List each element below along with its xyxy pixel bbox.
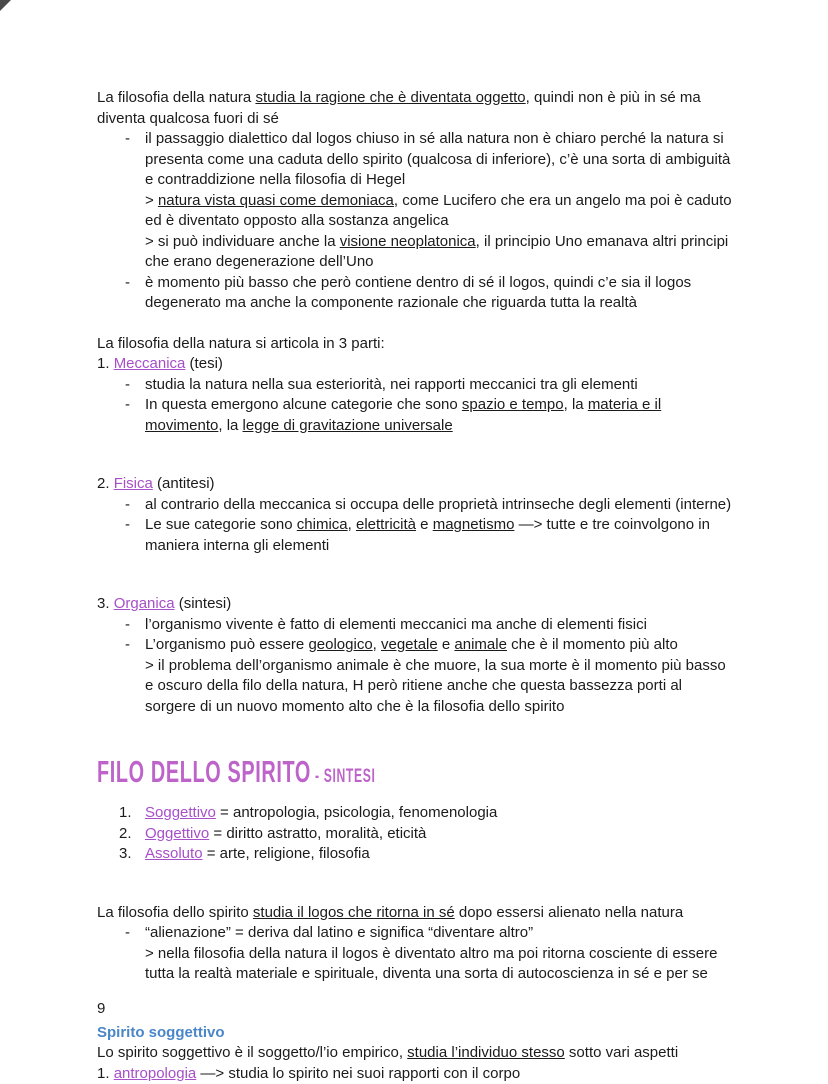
paragraph [97,334,737,355]
list-item-text [145,515,737,556]
document-section [97,755,737,865]
underlined-text: geologico [308,636,372,653]
text-run: che è il momento più alto [507,636,678,653]
doc-link[interactable]: Meccanica [114,355,186,372]
document-section [97,594,737,717]
underlined-text: spazio e tempo [462,396,564,413]
dash-marker: - [125,273,145,314]
list-item-dash [97,635,737,656]
text-run: 1. [97,355,114,372]
dash-marker: - [125,635,145,656]
list-item-text [145,923,737,944]
underlined-text: natura vista quasi come demoniaca [158,192,394,209]
section-heading [97,755,737,795]
dash-marker: - [125,129,145,191]
dash-marker: - [125,923,145,944]
dash-marker: - [125,515,145,556]
text-run: Le sue categorie sono [145,516,297,533]
doc-link[interactable]: Fisica [114,475,153,492]
text-run: (tesi) [185,355,223,372]
text-run: In questa emergono alcune categorie che sono [145,396,462,413]
list-item-dash [97,515,737,556]
list-item-text [145,824,737,845]
text-run: l’organismo vivente è fatto di elementi meccanici ma anche di elementi fisici [145,616,647,633]
underlined-text: visione neoplatonica [340,233,476,250]
text-run: L’organismo può essere [145,636,308,653]
text-run: 1. [97,1065,114,1082]
text-run: e [438,636,455,653]
document-section [97,1023,737,1084]
text-run: = antropologia, psicologia, fenomenologia [216,804,497,821]
text-run: dopo essersi alienato nella natura [455,904,684,921]
text-run: studia la natura nella sua esteriorità, nei rapporti meccanici tra gli elementi [145,376,638,393]
section-heading-inner [97,755,375,795]
dash-marker: - [125,495,145,516]
list-item-text [145,495,737,516]
paragraph [97,903,737,924]
text-run: , la [218,417,242,434]
list-item-dash [97,923,737,944]
document-section [97,334,737,437]
list-item-dash [97,273,737,314]
page-corner-artifact [0,0,11,11]
text-run: —> studia lo spirito nei suoi rapporti con il corpo [196,1065,520,1082]
text-run: , il principio Uno emanava altri principi che erano degenerazione dell’Uno [145,233,728,271]
continuation-line [97,232,737,273]
text-run: Lo spirito soggettivo è il soggetto/l’io empirico, [97,1044,407,1061]
list-item-text [145,635,737,656]
paragraph [97,88,737,129]
text-run: (antitesi) [153,475,215,492]
list-item-text [145,129,737,191]
section-heading-suffix: - SINTESI [311,766,376,787]
text-run: Spirito soggettivo [97,1024,225,1041]
list-item-dash [97,615,737,636]
text-run: il passaggio dialettico dal logos chiuso in sé alla natura non è chiaro perché la natura si presenta come una caduta dello spirito (qualcosa di inferiore), c’è una sorta di ambiguità e contraddizione nella filosofia di Hegel [145,130,730,188]
continuation-line [97,944,737,985]
text-run: , come Lucifero che era un angelo ma poi è caduto ed è diventato opposto alla sostanza angelica [145,192,732,230]
text-run: , [373,636,381,653]
text-run: > nella filosofia della natura il logos è diventato altro ma poi ritorna cosciente di essere tutta la realtà materiale e spirituale, diventa una sorta di autocoscienza in sé e per se [145,945,717,983]
underlined-text: vegetale [381,636,438,653]
page-number: 9 [97,999,105,1020]
list-item-dash [97,375,737,396]
text-run: 2. [97,475,114,492]
list-item-text [145,375,737,396]
text-run: al contrario della meccanica si occupa delle proprietà intrinseche degli elementi (interne) [145,496,731,513]
continuation-line [97,656,737,718]
list-item-text [145,803,737,824]
underlined-text: studia l’individuo stesso [407,1044,565,1061]
text-run: e [416,516,433,533]
document-section [97,474,737,556]
subsection-heading [97,1023,737,1044]
doc-link[interactable]: Soggettivo [145,804,216,821]
dash-marker: - [125,395,145,436]
underlined-text: materia e il movimento [145,396,661,434]
paragraph [97,354,737,375]
underlined-text: magnetismo [433,516,515,533]
text-run: > il problema dell’organismo animale è che muore, la sua morte è il momento più basso e oscuro della filo della natura, H però ritiene anche che questa bassezza porti al sorgere di un nuovo momento alto che è la filosofia dello spirito [145,657,726,715]
underlined-text: studia il logos che ritorna in sé [253,904,455,921]
text-run: è momento più basso che però contiene dentro di sé il logos, quindi c’e sia il logos degenerato ma anche la componente razionale che riguarda tutta la realtà [145,274,691,312]
document-section [97,88,737,314]
document-section [97,903,737,985]
text-run: La filosofia della natura [97,89,255,106]
text-run: > si può individuare anche la [145,233,340,250]
list-item-text [145,844,737,865]
list-item-text [145,273,737,314]
underlined-text: chimica [297,516,348,533]
paragraph [97,594,737,615]
text-run: = arte, religione, filosofia [203,845,370,862]
underlined-text: legge di gravitazione universale [243,417,453,434]
paragraph [97,1043,737,1064]
text-run: La filosofia della natura si articola in 3 parti: [97,335,385,352]
text-run: , [348,516,356,533]
text-run: —> tutte e tre coinvolgono in maniera interna gli elementi [145,516,710,554]
underlined-text: elettricità [356,516,416,533]
text-run: > [145,192,158,209]
numbered-item [97,803,737,824]
text-run: 3. [97,595,114,612]
paragraph [97,1064,737,1084]
doc-link[interactable]: Assoluto [145,845,203,862]
text-run: (sintesi) [175,595,232,612]
paragraph [97,474,737,495]
doc-link[interactable]: antropologia [114,1065,197,1082]
list-item-dash [97,495,737,516]
text-run: La filosofia dello spirito [97,904,253,921]
list-item-text [145,395,737,436]
text-run: , quindi non è più in sé ma diventa qualcosa fuori di sé [97,89,701,127]
continuation-line [97,191,737,232]
underlined-text: animale [454,636,507,653]
text-run: = diritto astratto, moralità, eticità [209,825,426,842]
doc-link[interactable]: Oggettivo [145,825,209,842]
underlined-text: studia la ragione che è diventata oggetto [255,89,525,106]
text-run: sotto vari aspetti [565,1044,678,1061]
number-marker: 2. [119,824,145,845]
numbered-item [97,824,737,845]
list-item-dash [97,129,737,191]
doc-link[interactable]: Organica [114,595,175,612]
number-marker: 1. [119,803,145,824]
dash-marker: - [125,375,145,396]
text-run: , la [564,396,588,413]
number-marker: 3. [119,844,145,865]
dash-marker: - [125,615,145,636]
list-item-text [145,615,737,636]
numbered-item [97,844,737,865]
list-item-dash [97,395,737,436]
text-run: “alienazione” = deriva dal latino e significa “diventare altro” [145,924,533,941]
section-heading-title: FILO DELLO SPIRITO [97,754,311,789]
document-body [97,88,737,1084]
